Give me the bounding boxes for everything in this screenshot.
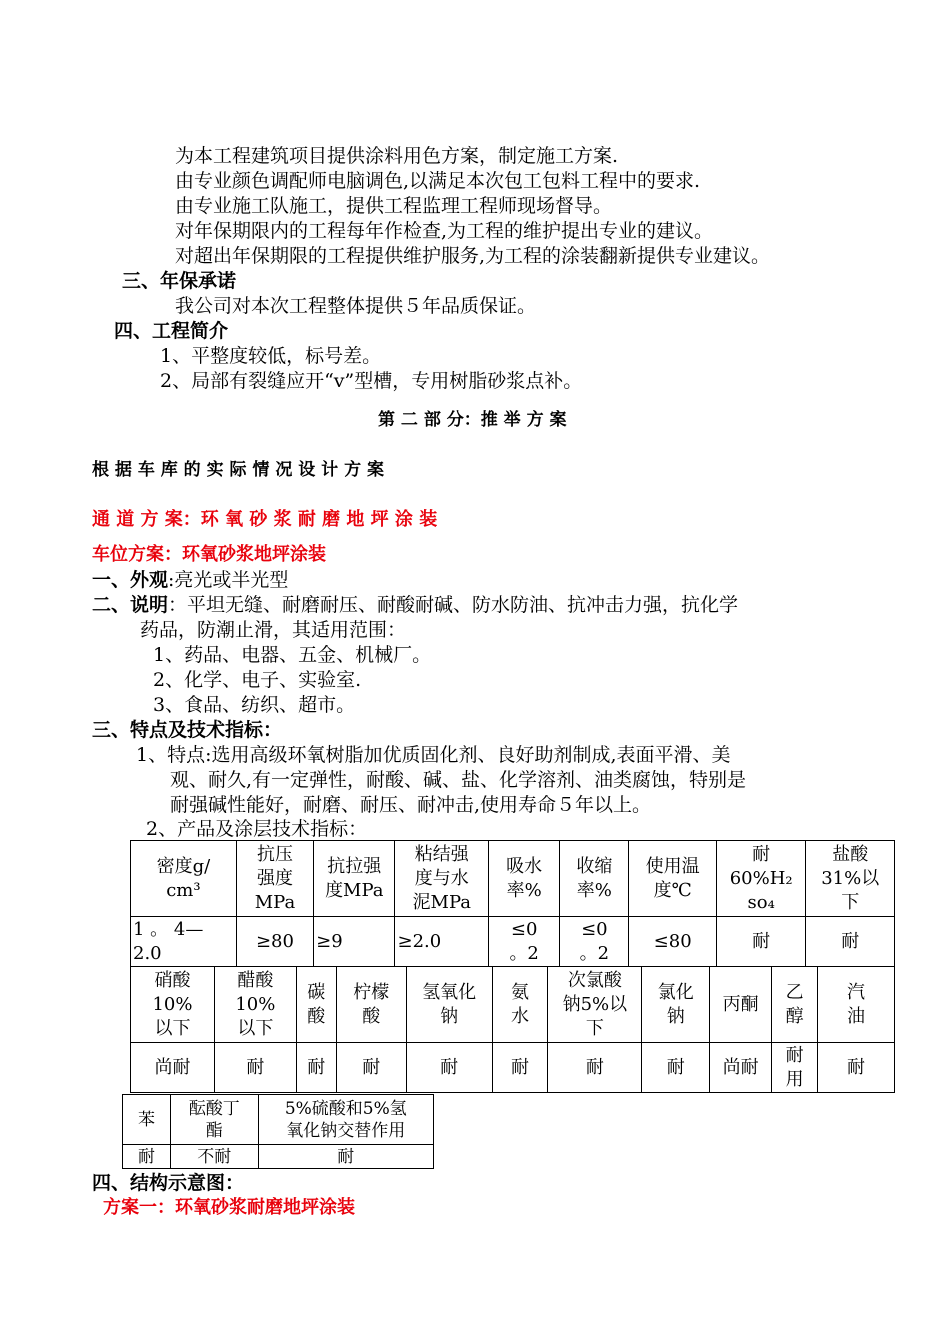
header-absorption: 吸水 率% xyxy=(489,841,560,917)
header-density: 密度g/ cm³ xyxy=(131,841,237,917)
intro-line-2: 由专业颜色调配师电脑调色,以满足本次包工包料工程中的要求. xyxy=(175,170,701,192)
parking-plan: 车位方案：环氧砂浆地坪涂装 xyxy=(92,544,326,565)
header-butyl-ester: 酝酸丁 酯 xyxy=(170,1095,258,1145)
use-item-1: 1、药品、电器、五金、机械厂。 xyxy=(153,644,432,666)
header-benzene: 苯 xyxy=(123,1095,171,1145)
value-temperature: ≤80 xyxy=(629,917,716,967)
value-density: 1 。 4— 2.0 xyxy=(131,917,237,967)
value-benzene: 耐 xyxy=(123,1145,171,1169)
feature-line-1: 1、特点:选用高级环氧树脂加优质固化剂、良好助剂制成,表面平滑、美 xyxy=(136,744,731,766)
header-ammonia: 氨 水 xyxy=(492,967,548,1043)
use-item-2: 2、化学、电子、实验室. xyxy=(153,669,362,691)
header-compressive: 抗压 强度 MPa xyxy=(236,841,313,917)
value-acetone: 尚耐 xyxy=(710,1043,772,1093)
spec-table-2 xyxy=(130,966,895,1093)
spec-table-1-header-row xyxy=(131,841,895,917)
spec-table-3 xyxy=(122,1094,434,1169)
spec-table-3-value-row xyxy=(123,1145,434,1169)
description-line-2: 药品，防潮止滑，其适用范围： xyxy=(140,619,407,641)
section4-item-1: 1、平整度较低，标号差。 xyxy=(160,345,382,367)
header-hydrochloric: 盐酸 31%以 下 xyxy=(806,841,895,917)
header-sulfuric: 耐 60%H₂ so₄ xyxy=(716,841,806,917)
header-acetone: 丙酮 xyxy=(710,967,772,1043)
header-ethanol: 乙 醇 xyxy=(772,967,818,1043)
appearance-label: 一、外观 xyxy=(92,569,169,591)
header-acetic: 醋酸 10% 以下 xyxy=(214,967,296,1043)
value-citric: 耐 xyxy=(336,1043,406,1093)
spec-table-3-header-row xyxy=(123,1095,434,1145)
header-bond: 粘结强 度与水 泥MPa xyxy=(395,841,489,917)
header-gasoline: 汽 油 xyxy=(818,967,895,1043)
design-title: 根 据 车 库 的 实 际 情 况 设 计 方 案 xyxy=(92,460,385,480)
feature-item-2: 2、产品及涂层技术指标： xyxy=(146,818,368,840)
value-absorption: ≤0 。2 xyxy=(489,917,560,967)
spec-table-1 xyxy=(130,840,895,967)
header-temperature: 使用温 度℃ xyxy=(629,841,716,917)
value-alternating: 耐 xyxy=(258,1145,433,1169)
header-citric: 柠檬 酸 xyxy=(336,967,406,1043)
value-sulfuric: 耐 xyxy=(716,917,806,967)
header-nacl: 氯化 钠 xyxy=(642,967,710,1043)
header-tensile: 抗拉强 度MPa xyxy=(314,841,395,917)
header-hypochlorite: 次氯酸 钠5%以 下 xyxy=(548,967,642,1043)
description-line-1 xyxy=(92,594,738,616)
value-nacl: 耐 xyxy=(642,1043,710,1093)
section4-title: 四、工程简介 xyxy=(114,320,229,342)
header-naoh: 氢氧化 钠 xyxy=(406,967,492,1043)
intro-line-4: 对年保期限内的工程每年作检查,为工程的维护提出专业的建议。 xyxy=(175,220,714,242)
section3-text: 我公司对本次工程整体提供５年品质保证。 xyxy=(175,295,537,317)
section4-item-2: 2、局部有裂缝应开“v”型槽，专用树脂砂浆点补。 xyxy=(160,370,583,392)
header-shrinkage: 收缩 率% xyxy=(560,841,629,917)
feature-line-3: 耐强碱性能好，耐磨、耐压、耐冲击,使用寿命５年以上。 xyxy=(170,794,652,816)
structure-title: 四、结构示意图： xyxy=(92,1172,245,1194)
value-ammonia: 耐 xyxy=(492,1043,548,1093)
section3-title: 三、年保承诺 xyxy=(122,270,237,292)
value-acetic: 耐 xyxy=(214,1043,296,1093)
value-naoh: 耐 xyxy=(406,1043,492,1093)
intro-line-1: 为本工程建筑项目提供涂料用色方案，制定施工方案. xyxy=(175,145,619,167)
intro-line-5: 对超出年保期限的工程提供维护服务,为工程的涂装翻新提供专业建议。 xyxy=(175,245,771,267)
value-compressive: ≥80 xyxy=(236,917,313,967)
value-nitric: 尚耐 xyxy=(131,1043,215,1093)
features-title: 三、特点及技术指标： xyxy=(92,719,283,741)
description-label: 二、说明 xyxy=(92,594,169,616)
part2-title: 第 二 部 分：推 举 方 案 xyxy=(378,410,567,430)
value-butyl-ester: 不耐 xyxy=(170,1145,258,1169)
feature-line-2: 观、耐久,有一定弹性，耐酸、碱、盐、化学溶剂、油类腐蚀，特别是 xyxy=(170,769,747,791)
appearance-value: :亮光或半光型 xyxy=(168,569,289,591)
spec-table-2-value-row xyxy=(131,1043,895,1093)
appearance xyxy=(92,569,288,591)
spec-table-1-value-row xyxy=(131,917,895,967)
value-carbonic: 耐 xyxy=(296,1043,336,1093)
intro-line-3: 由专业施工队施工，提供工程监理工程师现场督导。 xyxy=(175,195,613,217)
header-carbonic: 碳 酸 xyxy=(296,967,336,1043)
header-nitric: 硝酸 10% 以下 xyxy=(131,967,215,1043)
value-tensile: ≥9 xyxy=(314,917,395,967)
description-text-1: ：平坦无缝、耐磨耐压、耐酸耐碱、防水防油、抗冲击力强，抗化学 xyxy=(168,594,739,616)
value-bond: ≥2.0 xyxy=(395,917,489,967)
value-hypochlorite: 耐 xyxy=(548,1043,642,1093)
header-alternating: 5%硫酸和5%氢 氧化钠交替作用 xyxy=(258,1095,433,1145)
plan-one-title: 方案一：环氧砂浆耐磨地坪涂装 xyxy=(103,1197,355,1218)
use-item-3: 3、食品、纺织、超市。 xyxy=(153,694,356,716)
value-ethanol: 耐 用 xyxy=(772,1043,818,1093)
value-hydrochloric: 耐 xyxy=(806,917,895,967)
value-gasoline: 耐 xyxy=(818,1043,895,1093)
spec-table-2-header-row xyxy=(131,967,895,1043)
aisle-plan: 通 道 方 案：环 氧 砂 浆 耐 磨 地 坪 涂 装 xyxy=(92,509,438,530)
value-shrinkage: ≤0 。2 xyxy=(560,917,629,967)
